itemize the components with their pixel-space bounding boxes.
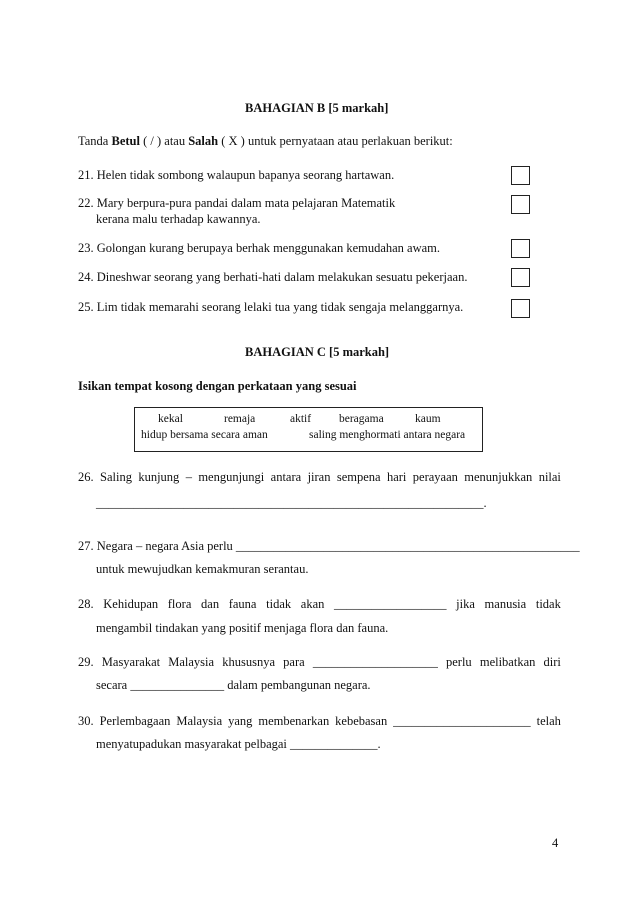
question-30-line2[interactable]: menyatupadukan masyarakat pelbagai ______________. (96, 737, 381, 751)
q29-w1: Masyarakat (101, 655, 161, 669)
q26-w2: kunjung (138, 470, 180, 484)
q29-w3: khususnya (222, 655, 276, 669)
question-29-line1 (78, 655, 561, 670)
question-29-line2[interactable]: secara _______________ dalam pembangunan negara. (96, 678, 371, 692)
q26-w7: sempena (336, 470, 381, 484)
question-25: 25. Lim tidak memarahi seorang lelaki tua yang tidak sengaja melanggarnya. (78, 300, 464, 314)
q28-w2: flora (167, 597, 192, 611)
q26-w6: jiran (307, 470, 331, 484)
q28-w10: tidak (535, 597, 561, 611)
word-kaum: kaum (415, 413, 441, 425)
q26-w5: antara (270, 470, 302, 484)
question-23: 23. Golongan kurang berupaya berhak menggunakan kemudahan awam. (78, 241, 441, 255)
q26-w10: menunjukkan (464, 470, 533, 484)
question-26-blank[interactable]: ______________________________________________________________. (96, 496, 487, 510)
word-aktif: aktif (290, 413, 312, 425)
section-b-instruction (78, 134, 453, 149)
word-kekal: kekal (158, 413, 183, 425)
answer-box-24[interactable] (511, 268, 530, 287)
q28-w3: dan (201, 597, 220, 611)
instruction-betul: Betul (111, 134, 140, 148)
q26-w11: nilai (538, 470, 561, 484)
q28-w8: jika (456, 597, 475, 611)
q26-w3: – (185, 470, 192, 484)
q29-w6: perlu (446, 655, 472, 669)
answer-box-25[interactable] (511, 299, 530, 318)
q30-w1: Perlembagaan (99, 714, 171, 728)
question-27-line2: untuk mewujudkan kemakmuran serantau. (96, 562, 309, 576)
q26-w0: 26. (78, 470, 94, 484)
q30-w2: Malaysia (176, 714, 223, 728)
instruction-salah: Salah (188, 134, 219, 148)
section-b-title: BAHAGIAN B [5 markah] (245, 101, 389, 115)
instruction-post: ( X ) untuk pernyataan atau perlakuan berikut: (218, 134, 453, 148)
q30-w3: yang (228, 714, 253, 728)
question-28-line2: mengambil tindakan yang positif menjaga flora dan fauna. (96, 621, 389, 635)
q30-blank[interactable]: ______________________ (393, 714, 531, 728)
q28-w9: manusia (484, 597, 527, 611)
q29-w4: para (283, 655, 305, 669)
q26-w1: Saling (100, 470, 132, 484)
instruction-mid: ( / ) atau (139, 134, 189, 148)
q30-w0: 30. (78, 714, 94, 728)
answer-box-22[interactable] (511, 195, 530, 214)
q28-w4: fauna (228, 597, 257, 611)
question-24: 24. Dineshwar seorang yang berhati-hati dalam melakukan sesuatu pekerjaan. (78, 270, 468, 284)
word-remaja: remaja (224, 413, 256, 425)
q30-w7: telah (536, 714, 561, 728)
question-21: 21. Helen tidak sombong walaupun bapanya seorang hartawan. (78, 168, 395, 182)
question-22-line2: kerana malu terhadap kawannya. (96, 212, 261, 226)
question-26-line1 (78, 470, 561, 485)
question-22-line1: 22. Mary berpura-pura pandai dalam mata pelajaran Matematik (78, 196, 396, 210)
q29-w2: Malaysia (168, 655, 215, 669)
section-c-title: BAHAGIAN C [5 markah] (245, 345, 390, 359)
q28-w1: Kehidupan (103, 597, 159, 611)
q28-w6: akan (300, 597, 325, 611)
question-28-line1 (78, 597, 561, 612)
q30-w5: kebebasan (335, 714, 388, 728)
instruction-pre: Tanda (78, 134, 112, 148)
answer-box-23[interactable] (511, 239, 530, 258)
q26-w4: mengunjungi (198, 470, 265, 484)
q29-w0: 29. (78, 655, 94, 669)
answer-box-21[interactable] (511, 166, 530, 185)
word-bank (134, 407, 483, 452)
page-number: 4 (552, 836, 559, 850)
q26-w9: perayaan (412, 470, 458, 484)
q30-w4: membenarkan (258, 714, 330, 728)
q28-w0: 28. (78, 597, 94, 611)
q29-w8: diri (543, 655, 561, 669)
section-c-instruction: Isikan tempat kosong dengan perkataan yang sesuai (78, 379, 357, 393)
question-30-line1 (78, 714, 561, 729)
q29-blank[interactable]: ____________________ (312, 655, 438, 669)
q26-w8: hari (386, 470, 407, 484)
word-hidup-bersama: hidup bersama secara aman (141, 429, 268, 441)
q28-w5: tidak (266, 597, 292, 611)
question-27-line1: 27. Negara – negara Asia perlu _______________________________________________________ (78, 539, 580, 553)
q28-blank[interactable]: __________________ (334, 597, 447, 611)
q29-w7: melibatkan (479, 655, 536, 669)
word-saling-menghormati: saling menghormati antara negara (309, 429, 466, 441)
word-beragama: beragama (339, 413, 384, 425)
